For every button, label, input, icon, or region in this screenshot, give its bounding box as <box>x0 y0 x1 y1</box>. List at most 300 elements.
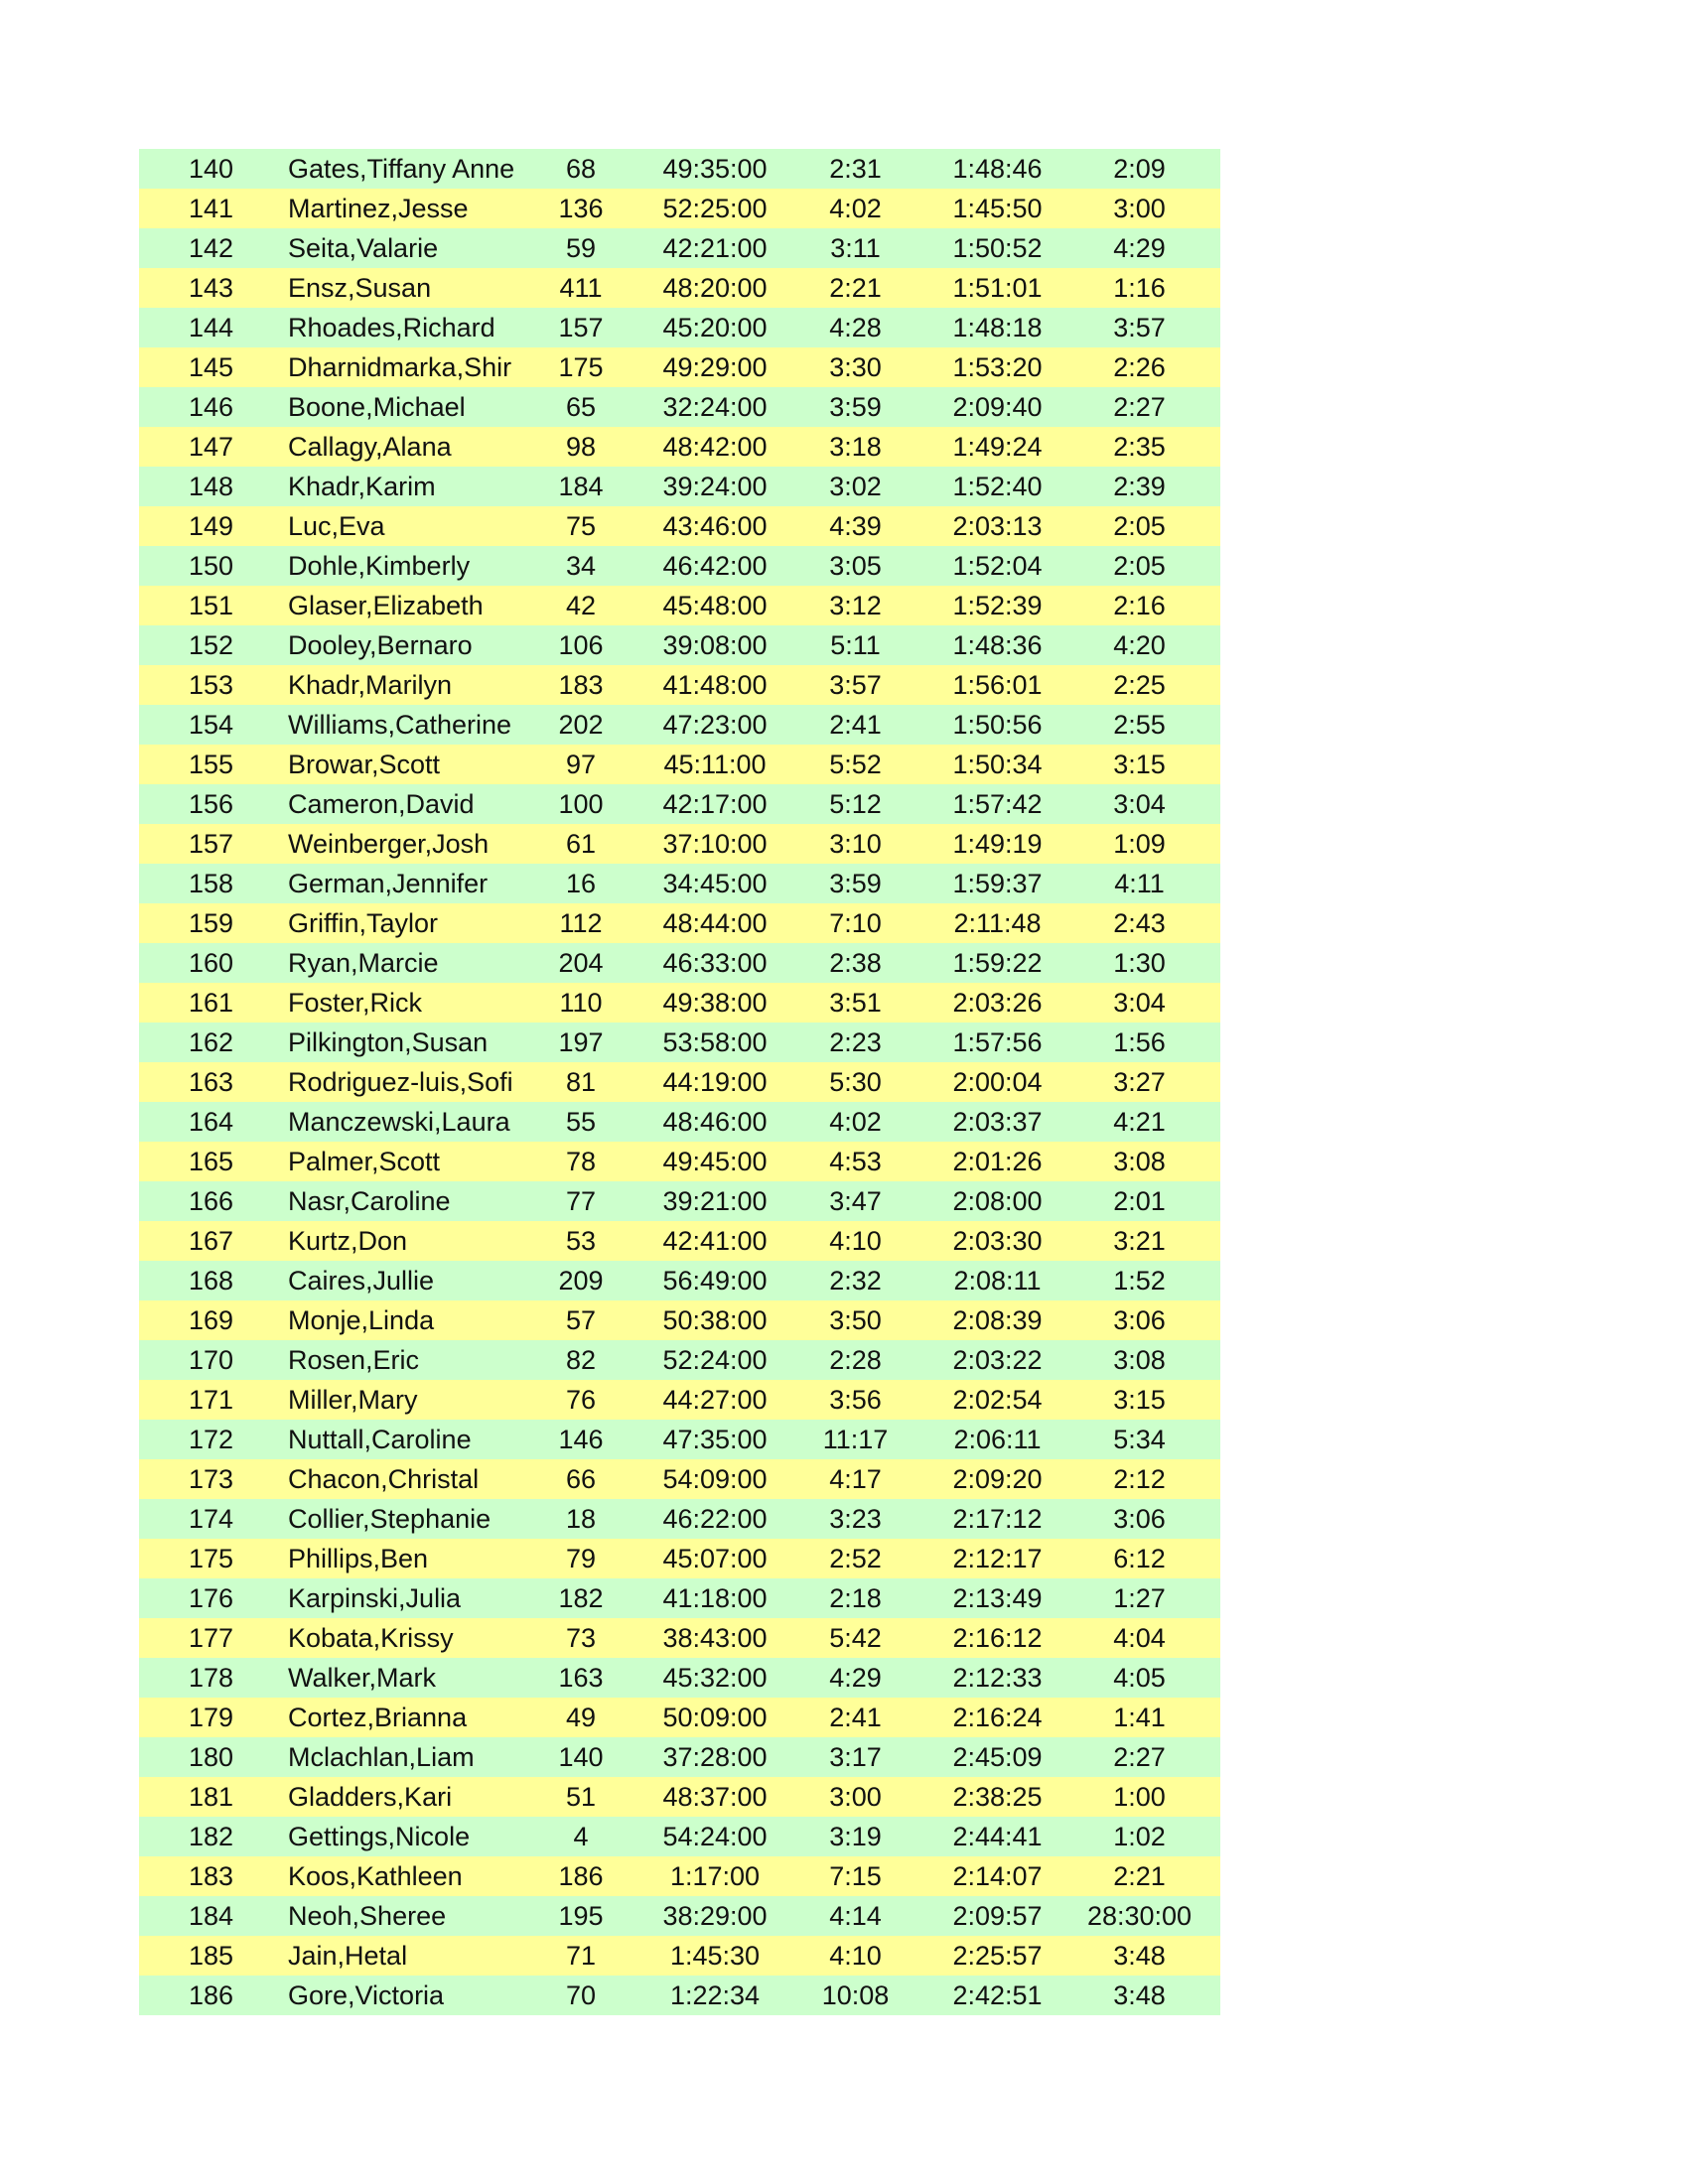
bib-cell: 112 <box>559 907 603 938</box>
bib-cell: 195 <box>558 1900 604 1931</box>
t1-time-cell: 4:14 <box>829 1900 882 1931</box>
bib-cell: 411 <box>559 272 603 303</box>
swim-time-cell: 38:43:00 <box>662 1622 768 1653</box>
bib-cell: 140 <box>558 1741 604 1772</box>
bib-cell: 184 <box>558 471 604 501</box>
table-row <box>139 1459 1220 1499</box>
bike-time-cell: 2:09:40 <box>952 391 1043 422</box>
t1-time-cell: 3:57 <box>829 669 882 700</box>
place-cell: 149 <box>188 510 234 541</box>
name-cell: Gettings,Nicole <box>288 1821 471 1851</box>
place-cell: 148 <box>188 471 234 501</box>
table-row <box>139 308 1220 347</box>
name-cell: Martinez,Jesse <box>288 193 469 223</box>
name-cell: Kobata,Krissy <box>288 1622 454 1653</box>
t1-time-cell: 4:10 <box>829 1225 882 1256</box>
t2-time-cell: 1:56 <box>1113 1026 1166 1057</box>
swim-time-cell: 37:28:00 <box>662 1741 768 1772</box>
bike-time-cell: 1:48:46 <box>952 153 1043 184</box>
swim-time-cell: 1:45:30 <box>669 1940 761 1971</box>
t2-time-cell: 1:27 <box>1113 1582 1166 1613</box>
place-cell: 179 <box>188 1702 234 1732</box>
t2-time-cell: 3:21 <box>1113 1225 1166 1256</box>
name-cell: Dohle,Kimberly <box>288 550 471 581</box>
bib-cell: 51 <box>565 1781 597 1812</box>
swim-time-cell: 48:20:00 <box>662 272 768 303</box>
bike-time-cell: 1:59:22 <box>952 947 1043 978</box>
swim-time-cell: 49:35:00 <box>662 153 768 184</box>
swim-time-cell: 50:09:00 <box>662 1702 768 1732</box>
bike-time-cell: 1:49:24 <box>952 431 1043 462</box>
swim-time-cell: 46:22:00 <box>662 1503 768 1534</box>
swim-time-cell: 56:49:00 <box>662 1265 768 1296</box>
table-row <box>139 1499 1220 1539</box>
name-cell: Gates,Tiffany Anne <box>288 153 515 184</box>
bike-time-cell: 1:50:52 <box>952 232 1043 263</box>
table-row <box>139 1102 1220 1142</box>
bike-time-cell: 1:53:20 <box>952 351 1043 382</box>
table-row <box>139 1539 1220 1578</box>
t2-time-cell: 2:09 <box>1113 153 1166 184</box>
name-cell: Pilkington,Susan <box>288 1026 489 1057</box>
t2-time-cell: 1:00 <box>1113 1781 1166 1812</box>
table-row <box>139 347 1220 387</box>
name-cell: Callagy,Alana <box>288 431 452 462</box>
t1-time-cell: 3:02 <box>829 471 882 501</box>
place-cell: 161 <box>188 987 234 1018</box>
t1-time-cell: 5:42 <box>829 1622 882 1653</box>
t1-time-cell: 3:30 <box>829 351 882 382</box>
bib-cell: 49 <box>565 1702 597 1732</box>
bike-time-cell: 2:09:57 <box>952 1900 1043 1931</box>
t1-time-cell: 4:02 <box>829 193 882 223</box>
t1-time-cell: 2:41 <box>829 709 882 740</box>
t2-time-cell: 1:02 <box>1113 1821 1166 1851</box>
bib-cell: 183 <box>558 669 604 700</box>
bike-time-cell: 2:12:33 <box>952 1662 1043 1693</box>
swim-time-cell: 46:33:00 <box>662 947 768 978</box>
t2-time-cell: 2:27 <box>1113 391 1166 422</box>
bike-time-cell: 2:08:39 <box>952 1304 1043 1335</box>
table-row <box>139 1023 1220 1062</box>
t1-time-cell: 7:15 <box>829 1860 882 1891</box>
table-row <box>139 665 1220 705</box>
t1-time-cell: 4:53 <box>829 1146 882 1176</box>
place-cell: 181 <box>188 1781 234 1812</box>
results-table <box>139 149 1220 2015</box>
place-cell: 155 <box>188 749 234 779</box>
place-cell: 145 <box>188 351 234 382</box>
table-row <box>139 864 1220 903</box>
bib-cell: 75 <box>565 510 597 541</box>
bike-time-cell: 2:42:51 <box>952 1979 1043 2010</box>
name-cell: Ensz,Susan <box>288 272 432 303</box>
bib-cell: 136 <box>558 193 604 223</box>
table-row <box>139 1777 1220 1817</box>
t1-time-cell: 5:30 <box>829 1066 882 1097</box>
place-cell: 146 <box>188 391 234 422</box>
bib-cell: 186 <box>558 1860 604 1891</box>
table-row <box>139 1936 1220 1976</box>
place-cell: 163 <box>188 1066 234 1097</box>
name-cell: Walker,Mark <box>288 1662 437 1693</box>
place-cell: 158 <box>188 868 234 898</box>
bike-time-cell: 1:59:37 <box>952 868 1043 898</box>
t1-time-cell: 5:12 <box>829 788 882 819</box>
bib-cell: 34 <box>565 550 597 581</box>
name-cell: Jain,Hetal <box>288 1940 408 1971</box>
bib-cell: 197 <box>558 1026 604 1057</box>
table-row <box>139 427 1220 467</box>
swim-time-cell: 48:46:00 <box>662 1106 768 1137</box>
t2-time-cell: 3:04 <box>1113 788 1166 819</box>
bike-time-cell: 1:57:56 <box>952 1026 1043 1057</box>
place-cell: 152 <box>188 629 234 660</box>
bike-time-cell: 2:08:00 <box>952 1185 1043 1216</box>
table-row <box>139 467 1220 506</box>
bike-time-cell: 2:08:11 <box>953 1265 1042 1296</box>
t2-time-cell: 1:52 <box>1113 1265 1166 1296</box>
bike-time-cell: 2:03:13 <box>952 510 1043 541</box>
bike-time-cell: 1:48:18 <box>952 312 1043 342</box>
t1-time-cell: 4:10 <box>829 1940 882 1971</box>
bike-time-cell: 2:01:26 <box>952 1146 1043 1176</box>
swim-time-cell: 34:45:00 <box>662 868 768 898</box>
place-cell: 184 <box>188 1900 234 1931</box>
table-row <box>139 705 1220 745</box>
name-cell: Dharnidmarka,Shir <box>288 351 512 382</box>
place-cell: 169 <box>188 1304 234 1335</box>
name-cell: Palmer,Scott <box>288 1146 441 1176</box>
bike-time-cell: 1:52:04 <box>952 550 1043 581</box>
t2-time-cell: 2:16 <box>1113 590 1166 620</box>
swim-time-cell: 45:48:00 <box>662 590 768 620</box>
bike-time-cell: 1:56:01 <box>952 669 1043 700</box>
bike-time-cell: 1:49:19 <box>952 828 1043 859</box>
swim-time-cell: 42:17:00 <box>662 788 768 819</box>
place-cell: 147 <box>188 431 234 462</box>
name-cell: Williams,Catherine <box>288 709 512 740</box>
t2-time-cell: 2:39 <box>1113 471 1166 501</box>
bike-time-cell: 1:48:36 <box>952 629 1043 660</box>
t1-time-cell: 3:12 <box>829 590 882 620</box>
table-row <box>139 228 1220 268</box>
bike-time-cell: 1:50:56 <box>952 709 1043 740</box>
bib-cell: 204 <box>558 947 604 978</box>
t1-time-cell: 4:28 <box>829 312 882 342</box>
t2-time-cell: 1:09 <box>1113 828 1166 859</box>
t1-time-cell: 3:56 <box>829 1384 882 1415</box>
bib-cell: 81 <box>565 1066 597 1097</box>
name-cell: Weinberger,Josh <box>288 828 490 859</box>
table-row <box>139 784 1220 824</box>
bike-time-cell: 2:45:09 <box>952 1741 1043 1772</box>
table-row <box>139 1142 1220 1181</box>
t1-time-cell: 3:05 <box>829 550 882 581</box>
bib-cell: 18 <box>565 1503 597 1534</box>
t2-time-cell: 2:35 <box>1113 431 1166 462</box>
swim-time-cell: 50:38:00 <box>662 1304 768 1335</box>
table-row <box>139 983 1220 1023</box>
bib-cell: 55 <box>565 1106 597 1137</box>
table-row <box>139 745 1220 784</box>
bib-cell: 175 <box>558 351 604 382</box>
bib-cell: 82 <box>565 1344 597 1375</box>
t1-time-cell: 3:59 <box>829 868 882 898</box>
table-row <box>139 586 1220 625</box>
bike-time-cell: 2:16:24 <box>952 1702 1043 1732</box>
t1-time-cell: 3:10 <box>829 828 882 859</box>
t1-time-cell: 5:11 <box>830 629 881 660</box>
name-cell: Caires,Jullie <box>288 1265 435 1296</box>
swim-time-cell: 38:29:00 <box>662 1900 768 1931</box>
place-cell: 185 <box>188 1940 234 1971</box>
bike-time-cell: 2:14:07 <box>952 1860 1043 1891</box>
place-cell: 167 <box>188 1225 234 1256</box>
name-cell: Dooley,Bernaro <box>288 629 473 660</box>
t1-time-cell: 2:41 <box>829 1702 882 1732</box>
t2-time-cell: 2:01 <box>1113 1185 1166 1216</box>
t2-time-cell: 4:04 <box>1113 1622 1166 1653</box>
place-cell: 174 <box>188 1503 234 1534</box>
table-row <box>139 1896 1220 1936</box>
bib-cell: 182 <box>558 1582 604 1613</box>
bib-cell: 65 <box>565 391 597 422</box>
t2-time-cell: 1:16 <box>1113 272 1166 303</box>
place-cell: 166 <box>188 1185 234 1216</box>
bib-cell: 59 <box>565 232 597 263</box>
bib-cell: 71 <box>565 1940 597 1971</box>
place-cell: 165 <box>188 1146 234 1176</box>
place-cell: 154 <box>188 709 234 740</box>
t2-time-cell: 3:08 <box>1113 1344 1166 1375</box>
bib-cell: 157 <box>558 312 604 342</box>
table-row <box>139 1618 1220 1658</box>
bib-cell: 78 <box>565 1146 597 1176</box>
name-cell: Nasr,Caroline <box>288 1185 451 1216</box>
bike-time-cell: 1:50:34 <box>952 749 1043 779</box>
swim-time-cell: 49:45:00 <box>662 1146 768 1176</box>
place-cell: 171 <box>188 1384 234 1415</box>
t2-time-cell: 2:05 <box>1113 510 1166 541</box>
name-cell: Kurtz,Don <box>288 1225 408 1256</box>
t2-time-cell: 1:30 <box>1113 947 1166 978</box>
place-cell: 141 <box>188 193 234 223</box>
place-cell: 143 <box>188 272 234 303</box>
swim-time-cell: 48:44:00 <box>662 907 768 938</box>
place-cell: 168 <box>188 1265 234 1296</box>
t2-time-cell: 4:29 <box>1113 232 1166 263</box>
t2-time-cell: 3:27 <box>1113 1066 1166 1097</box>
name-cell: Miller,Mary <box>288 1384 418 1415</box>
bike-time-cell: 2:12:17 <box>952 1543 1043 1573</box>
name-cell: Foster,Rick <box>288 987 423 1018</box>
place-cell: 173 <box>188 1463 234 1494</box>
bib-cell: 73 <box>565 1622 597 1653</box>
t2-time-cell: 2:12 <box>1113 1463 1166 1494</box>
swim-time-cell: 37:10:00 <box>662 828 768 859</box>
t1-time-cell: 5:52 <box>829 749 882 779</box>
bike-time-cell: 2:00:04 <box>952 1066 1043 1097</box>
swim-time-cell: 48:42:00 <box>662 431 768 462</box>
swim-time-cell: 39:24:00 <box>662 471 768 501</box>
bike-time-cell: 2:11:48 <box>953 907 1042 938</box>
bike-time-cell: 1:52:40 <box>952 471 1043 501</box>
t1-time-cell: 3:59 <box>829 391 882 422</box>
table-row <box>139 1340 1220 1380</box>
t1-time-cell: 3:00 <box>829 1781 882 1812</box>
swim-time-cell: 44:19:00 <box>662 1066 768 1097</box>
name-cell: Rhoades,Richard <box>288 312 495 342</box>
swim-time-cell: 39:21:00 <box>662 1185 768 1216</box>
name-cell: Neoh,Sheree <box>288 1900 447 1931</box>
place-cell: 159 <box>188 907 234 938</box>
t2-time-cell: 3:04 <box>1113 987 1166 1018</box>
t1-time-cell: 4:02 <box>829 1106 882 1137</box>
swim-time-cell: 1:22:34 <box>669 1979 761 2010</box>
bike-time-cell: 2:38:25 <box>952 1781 1043 1812</box>
bib-cell: 76 <box>565 1384 597 1415</box>
name-cell: Nuttall,Caroline <box>288 1424 472 1454</box>
place-cell: 177 <box>188 1622 234 1653</box>
swim-time-cell: 53:58:00 <box>662 1026 768 1057</box>
place-cell: 160 <box>188 947 234 978</box>
table-row <box>139 1181 1220 1221</box>
place-cell: 144 <box>188 312 234 342</box>
t2-time-cell: 4:21 <box>1113 1106 1166 1137</box>
bib-cell: 16 <box>565 868 597 898</box>
t2-time-cell: 4:11 <box>1114 868 1165 898</box>
bike-time-cell: 2:03:37 <box>952 1106 1043 1137</box>
bike-time-cell: 2:44:41 <box>952 1821 1043 1851</box>
swim-time-cell: 41:18:00 <box>662 1582 768 1613</box>
bib-cell: 53 <box>565 1225 597 1256</box>
place-cell: 156 <box>188 788 234 819</box>
name-cell: Rosen,Eric <box>288 1344 420 1375</box>
bib-cell: 110 <box>559 987 603 1018</box>
t1-time-cell: 2:31 <box>829 153 882 184</box>
swim-time-cell: 49:38:00 <box>662 987 768 1018</box>
table-row <box>139 1062 1220 1102</box>
bike-time-cell: 2:06:11 <box>953 1424 1042 1454</box>
bib-cell: 66 <box>565 1463 597 1494</box>
table-row <box>139 943 1220 983</box>
place-cell: 170 <box>188 1344 234 1375</box>
table-row <box>139 1420 1220 1459</box>
t1-time-cell: 10:08 <box>821 1979 890 2010</box>
t1-time-cell: 3:50 <box>829 1304 882 1335</box>
name-cell: Khadr,Karim <box>288 471 436 501</box>
name-cell: Manczewski,Laura <box>288 1106 510 1137</box>
swim-time-cell: 54:09:00 <box>662 1463 768 1494</box>
bike-time-cell: 1:45:50 <box>952 193 1043 223</box>
name-cell: Karpinski,Julia <box>288 1582 462 1613</box>
t1-time-cell: 7:10 <box>829 907 882 938</box>
table-row <box>139 1698 1220 1737</box>
t1-time-cell: 3:47 <box>829 1185 882 1216</box>
t1-time-cell: 4:17 <box>829 1463 882 1494</box>
name-cell: Gore,Victoria <box>288 1979 445 2010</box>
table-row <box>139 506 1220 546</box>
name-cell: Cortez,Brianna <box>288 1702 468 1732</box>
t1-time-cell: 2:18 <box>829 1582 882 1613</box>
bib-cell: 68 <box>565 153 597 184</box>
table-row <box>139 824 1220 864</box>
t1-time-cell: 2:32 <box>829 1265 882 1296</box>
swim-time-cell: 54:24:00 <box>662 1821 768 1851</box>
swim-time-cell: 52:25:00 <box>662 193 768 223</box>
bike-time-cell: 2:02:54 <box>952 1384 1043 1415</box>
table-row <box>139 387 1220 427</box>
place-cell: 151 <box>188 590 234 620</box>
table-row <box>139 903 1220 943</box>
bike-time-cell: 2:03:22 <box>952 1344 1043 1375</box>
name-cell: Chacon,Christal <box>288 1463 480 1494</box>
swim-time-cell: 47:23:00 <box>662 709 768 740</box>
t2-time-cell: 3:06 <box>1113 1503 1166 1534</box>
name-cell: Glaser,Elizabeth <box>288 590 484 620</box>
bib-cell: 202 <box>558 709 604 740</box>
t2-time-cell: 2:26 <box>1113 351 1166 382</box>
table-row <box>139 149 1220 189</box>
table-row <box>139 1578 1220 1618</box>
t2-time-cell: 2:43 <box>1113 907 1166 938</box>
t2-time-cell: 3:48 <box>1113 1979 1166 2010</box>
place-cell: 180 <box>188 1741 234 1772</box>
t1-time-cell: 11:17 <box>822 1424 889 1454</box>
name-cell: Mclachlan,Liam <box>288 1741 475 1772</box>
t2-time-cell: 6:12 <box>1113 1543 1166 1573</box>
bib-cell: 77 <box>565 1185 597 1216</box>
t1-time-cell: 3:51 <box>829 987 882 1018</box>
t2-time-cell: 3:15 <box>1113 1384 1166 1415</box>
bib-cell: 100 <box>558 788 604 819</box>
table-row <box>139 546 1220 586</box>
place-cell: 186 <box>188 1979 234 2010</box>
t2-time-cell: 3:06 <box>1113 1304 1166 1335</box>
bib-cell: 57 <box>565 1304 597 1335</box>
bib-cell: 79 <box>565 1543 597 1573</box>
name-cell: Rodriguez-luis,Sofi <box>288 1066 513 1097</box>
t1-time-cell: 2:38 <box>829 947 882 978</box>
t1-time-cell: 4:29 <box>829 1662 882 1693</box>
swim-time-cell: 41:48:00 <box>662 669 768 700</box>
place-cell: 172 <box>188 1424 234 1454</box>
bike-time-cell: 2:25:57 <box>952 1940 1043 1971</box>
name-cell: Khadr,Marilyn <box>288 669 453 700</box>
table-row <box>139 1737 1220 1777</box>
name-cell: Gladders,Kari <box>288 1781 453 1812</box>
table-row <box>139 189 1220 228</box>
swim-time-cell: 48:37:00 <box>662 1781 768 1812</box>
t2-time-cell: 4:05 <box>1113 1662 1166 1693</box>
table-row <box>139 1300 1220 1340</box>
bike-time-cell: 2:16:12 <box>952 1622 1043 1653</box>
bib-cell: 98 <box>565 431 597 462</box>
bike-time-cell: 2:13:49 <box>952 1582 1043 1613</box>
t2-time-cell: 1:41 <box>1113 1702 1166 1732</box>
swim-time-cell: 42:21:00 <box>662 232 768 263</box>
name-cell: Monje,Linda <box>288 1304 435 1335</box>
name-cell: German,Jennifer <box>288 868 489 898</box>
t2-time-cell: 3:00 <box>1113 193 1166 223</box>
place-cell: 176 <box>188 1582 234 1613</box>
name-cell: Ryan,Marcie <box>288 947 439 978</box>
bike-time-cell: 1:51:01 <box>952 272 1043 303</box>
name-cell: Koos,Kathleen <box>288 1860 463 1891</box>
swim-time-cell: 52:24:00 <box>662 1344 768 1375</box>
table-row <box>139 1817 1220 1856</box>
